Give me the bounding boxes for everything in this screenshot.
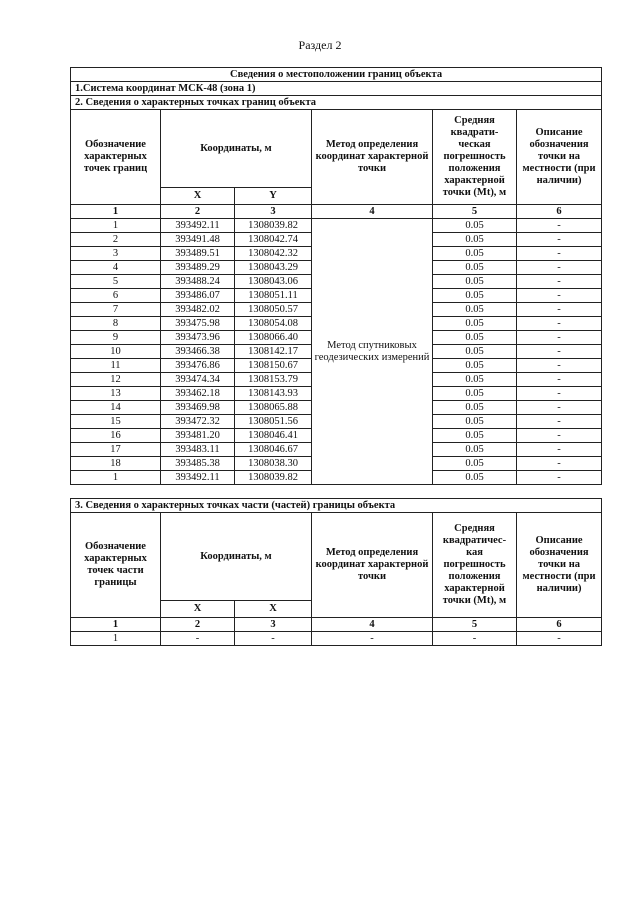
- accuracy-cell: 0.05: [433, 317, 517, 331]
- y-coord-cell: 1308050.57: [235, 303, 312, 317]
- x-coord-cell: 393462.18: [161, 387, 235, 401]
- accuracy-cell: 0.05: [433, 275, 517, 289]
- point-id-cell: 10: [71, 345, 161, 359]
- table-row: [71, 219, 602, 233]
- description-cell: -: [517, 373, 602, 387]
- method-cell: Метод спутниковых геодезических измерений: [312, 219, 433, 485]
- y-coord-cell: 1308150.67: [235, 359, 312, 373]
- table-title: Сведения о местоположении границ объекта: [71, 68, 602, 82]
- x-coord-cell: 393492.11: [161, 219, 235, 233]
- y-coord-cell: 1308046.67: [235, 443, 312, 457]
- point-id-cell: 4: [71, 261, 161, 275]
- accuracy-cell: 0.05: [433, 233, 517, 247]
- col-accuracy-header: Средняя квадратичес-кая погрешность положения характерной точки (Mt), м: [433, 513, 517, 618]
- y-coord-cell: 1308051.56: [235, 415, 312, 429]
- description-cell: -: [517, 317, 602, 331]
- y-coord-cell: 1308142.17: [235, 345, 312, 359]
- description-cell: -: [517, 429, 602, 443]
- boundary-points-table: [70, 67, 602, 485]
- point-id-cell: 16: [71, 429, 161, 443]
- y-coord-cell: 1308042.32: [235, 247, 312, 261]
- description-cell: -: [517, 331, 602, 345]
- col-coords-header: Координаты, м: [161, 513, 312, 601]
- num-cell: 5: [433, 618, 517, 632]
- accuracy-cell: 0.05: [433, 471, 517, 485]
- x-coord-cell: 393475.98: [161, 317, 235, 331]
- col-point-id-header: Обозначение характерных точек границ: [71, 110, 161, 205]
- x-coord-cell: 393491.48: [161, 233, 235, 247]
- table-cell: -: [517, 632, 602, 646]
- col-method-header: Метод определения координат характерной точки: [312, 110, 433, 205]
- x-coord-cell: 393473.96: [161, 331, 235, 345]
- num-cell: 3: [235, 618, 312, 632]
- x-coord-cell: 393489.51: [161, 247, 235, 261]
- description-cell: -: [517, 415, 602, 429]
- point-id-cell: 13: [71, 387, 161, 401]
- part3-title: 3. Сведения о характерных точках части (частей) границы объекта: [71, 499, 602, 513]
- x-coord-cell: 393486.07: [161, 289, 235, 303]
- point-id-cell: 15: [71, 415, 161, 429]
- table-cell: 1: [71, 632, 161, 646]
- col-x-header: X: [235, 601, 312, 618]
- accuracy-cell: 0.05: [433, 261, 517, 275]
- point-id-cell: 7: [71, 303, 161, 317]
- y-coord-cell: 1308046.41: [235, 429, 312, 443]
- description-cell: -: [517, 303, 602, 317]
- col-coords-header: Координаты, м: [161, 110, 312, 188]
- x-coord-cell: 393492.11: [161, 471, 235, 485]
- point-id-cell: 8: [71, 317, 161, 331]
- num-cell: 1: [71, 205, 161, 219]
- accuracy-cell: 0.05: [433, 303, 517, 317]
- col-x-header: X: [161, 601, 235, 618]
- num-cell: 2: [161, 618, 235, 632]
- section-title: Раздел 2: [298, 38, 342, 52]
- x-coord-cell: 393483.11: [161, 443, 235, 457]
- accuracy-cell: 0.05: [433, 373, 517, 387]
- accuracy-cell: 0.05: [433, 247, 517, 261]
- point-id-cell: 11: [71, 359, 161, 373]
- table-cell: -: [312, 632, 433, 646]
- x-coord-cell: 393476.86: [161, 359, 235, 373]
- x-coord-cell: 393469.98: [161, 401, 235, 415]
- x-coord-cell: 393466.38: [161, 345, 235, 359]
- y-coord-cell: 1308051.11: [235, 289, 312, 303]
- num-cell: 6: [517, 618, 602, 632]
- accuracy-cell: 0.05: [433, 219, 517, 233]
- x-coord-cell: 393489.29: [161, 261, 235, 275]
- num-cell: 3: [235, 205, 312, 219]
- accuracy-cell: 0.05: [433, 457, 517, 471]
- description-cell: -: [517, 401, 602, 415]
- y-coord-cell: 1308143.93: [235, 387, 312, 401]
- y-coord-cell: 1308066.40: [235, 331, 312, 345]
- description-cell: -: [517, 247, 602, 261]
- x-coord-cell: 393472.32: [161, 415, 235, 429]
- point-id-cell: 1: [71, 219, 161, 233]
- accuracy-cell: 0.05: [433, 387, 517, 401]
- point-id-cell: 9: [71, 331, 161, 345]
- description-cell: -: [517, 387, 602, 401]
- accuracy-cell: 0.05: [433, 429, 517, 443]
- y-coord-cell: 1308042.74: [235, 233, 312, 247]
- num-cell: 2: [161, 205, 235, 219]
- num-cell: 5: [433, 205, 517, 219]
- x-coord-cell: 393481.20: [161, 429, 235, 443]
- col-desc-header: Описание обозначения точки на местности (при наличии): [517, 110, 602, 205]
- y-coord-cell: 1308043.29: [235, 261, 312, 275]
- col-y-header: Y: [235, 188, 312, 205]
- y-coord-cell: 1308043.06: [235, 275, 312, 289]
- col-desc-header: Описание обозначения точки на местности (при наличии): [517, 513, 602, 618]
- accuracy-cell: 0.05: [433, 359, 517, 373]
- description-cell: -: [517, 275, 602, 289]
- description-cell: -: [517, 359, 602, 373]
- point-id-cell: 1: [71, 471, 161, 485]
- y-coord-cell: 1308065.88: [235, 401, 312, 415]
- y-coord-cell: 1308054.08: [235, 317, 312, 331]
- x-coord-cell: 393488.24: [161, 275, 235, 289]
- x-coord-cell: 393474.34: [161, 373, 235, 387]
- description-cell: -: [517, 261, 602, 275]
- part-points-table: [70, 498, 602, 646]
- point-id-cell: 18: [71, 457, 161, 471]
- accuracy-cell: 0.05: [433, 331, 517, 345]
- x-coord-cell: 393485.38: [161, 457, 235, 471]
- accuracy-cell: 0.05: [433, 345, 517, 359]
- description-cell: -: [517, 471, 602, 485]
- col-x-header: X: [161, 188, 235, 205]
- coord-system-row: 1.Система координат МСК-48 (зона 1): [71, 82, 602, 96]
- point-id-cell: 12: [71, 373, 161, 387]
- accuracy-cell: 0.05: [433, 401, 517, 415]
- col-point-id-header: Обозначение характерных точек части границы: [71, 513, 161, 618]
- y-coord-cell: 1308039.82: [235, 471, 312, 485]
- point-id-cell: 2: [71, 233, 161, 247]
- num-cell: 6: [517, 205, 602, 219]
- y-coord-cell: 1308039.82: [235, 219, 312, 233]
- point-id-cell: 17: [71, 443, 161, 457]
- accuracy-cell: 0.05: [433, 415, 517, 429]
- point-id-cell: 3: [71, 247, 161, 261]
- point-id-cell: 14: [71, 401, 161, 415]
- y-coord-cell: 1308153.79: [235, 373, 312, 387]
- table-cell: -: [161, 632, 235, 646]
- accuracy-cell: 0.05: [433, 289, 517, 303]
- accuracy-cell: 0.05: [433, 443, 517, 457]
- point-id-cell: 5: [71, 275, 161, 289]
- num-cell: 4: [312, 205, 433, 219]
- description-cell: -: [517, 443, 602, 457]
- description-cell: -: [517, 457, 602, 471]
- num-cell: 4: [312, 618, 433, 632]
- col-accuracy-header: Средняя квадрати-ческая погрешность положения характерной точки (Mt), м: [433, 110, 517, 205]
- description-cell: -: [517, 219, 602, 233]
- y-coord-cell: 1308038.30: [235, 457, 312, 471]
- num-cell: 1: [71, 618, 161, 632]
- part2-title: 2. Сведения о характерных точках границ объекта: [71, 96, 602, 110]
- table-cell: -: [433, 632, 517, 646]
- col-method-header: Метод определения координат характерной точки: [312, 513, 433, 618]
- description-cell: -: [517, 289, 602, 303]
- description-cell: -: [517, 233, 602, 247]
- point-id-cell: 6: [71, 289, 161, 303]
- x-coord-cell: 393482.02: [161, 303, 235, 317]
- table-cell: -: [235, 632, 312, 646]
- description-cell: -: [517, 345, 602, 359]
